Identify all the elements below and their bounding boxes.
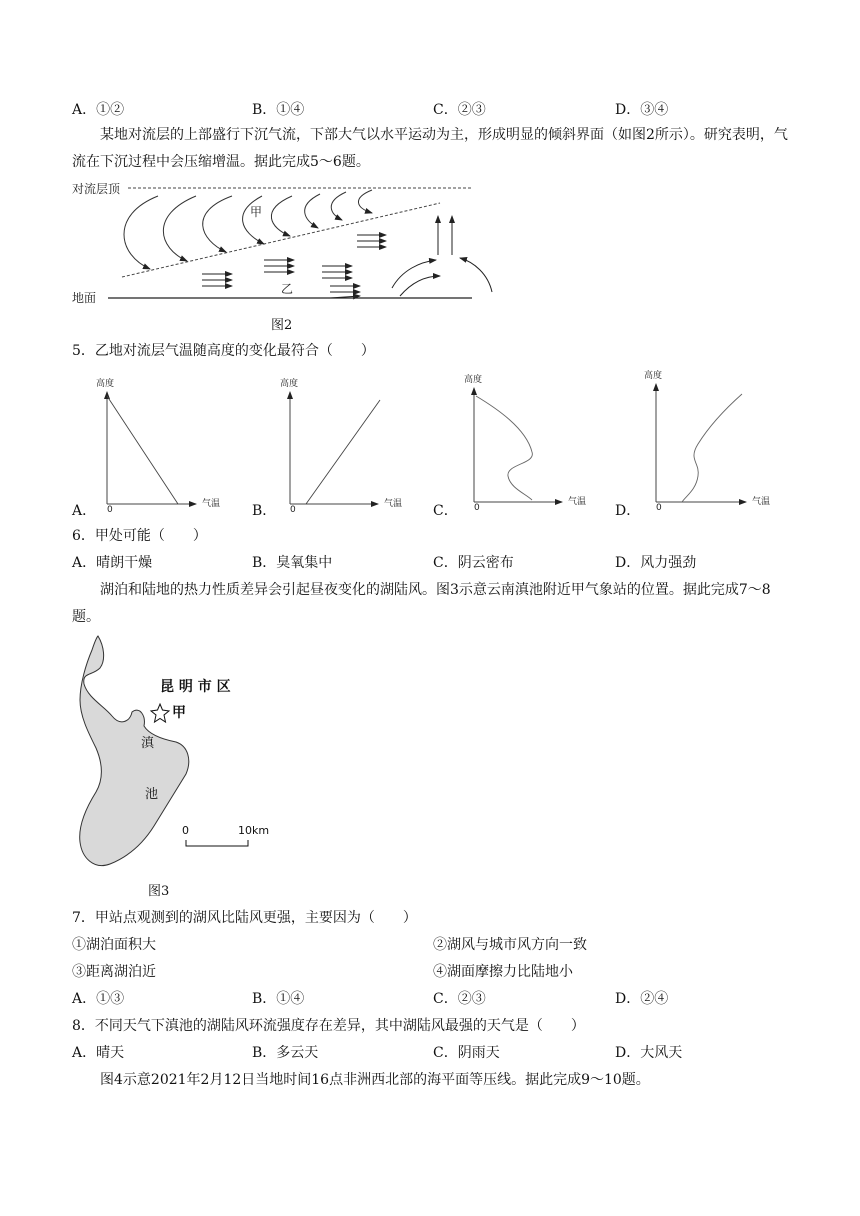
q5-graph-b (272, 372, 412, 512)
svg-text:气温: 气温 (568, 497, 587, 507)
svg-text:高度: 高度 (280, 379, 299, 389)
fig2-jia-label: 甲 (250, 205, 263, 219)
q6-stem: 6．甲处可能（ ） (72, 528, 207, 544)
figure-3-caption: 图3 (148, 884, 170, 899)
svg-text:气温: 气温 (384, 499, 403, 509)
fig3-scale-0: 0 (182, 824, 189, 837)
figure-3-map (70, 630, 290, 875)
q7-item-3: ③距离湖泊近 (72, 964, 156, 980)
q5-option-b: B． (252, 503, 277, 519)
q7-stem: 7．甲站点观测到的湖风比陆风更强，主要因为（ ） (72, 910, 417, 926)
q7-option-d: D．②④ (615, 991, 669, 1007)
q7-option-c: C．②③ (433, 991, 486, 1007)
q5-option-d: D． (615, 503, 641, 519)
q5-graph-a (90, 372, 230, 512)
q5-graph-d (636, 366, 786, 512)
q4-option-b: B．①④ (252, 102, 305, 118)
svg-text:0: 0 (107, 505, 113, 512)
svg-text:0: 0 (656, 503, 662, 512)
q7-item-4: ④湖面摩擦力比陆地小 (433, 964, 573, 980)
q6-option-c: C．阴云密布 (433, 555, 514, 571)
fig2-top-label: 对流层顶 (72, 182, 121, 196)
q8-option-a: A．晴天 (72, 1045, 125, 1061)
q6-option-a: A．晴朗干燥 (72, 555, 153, 571)
q7-option-b: B．①④ (252, 991, 305, 1007)
intro-7-8: 湖泊和陆地的热力性质差异会引起昼夜变化的湖陆风。图3示意云南滇池附近甲气象站的位置。据此完成7～8题。 (72, 582, 771, 625)
q4-option-d: D．③④ (615, 102, 669, 118)
q5-option-c: C． (433, 503, 458, 519)
q8-option-c: C．阴雨天 (433, 1045, 500, 1061)
fig3-scale-10: 10km (238, 824, 270, 837)
svg-text:高度: 高度 (464, 375, 483, 385)
q4-option-c: C．②③ (433, 102, 486, 118)
q4-option-a: A．①② (72, 102, 125, 118)
fig3-station-label: 甲 (172, 705, 186, 721)
figure-2-diagram (60, 176, 510, 306)
intro-9-10: 图4示意2021年2月12日当地时间16点非洲西北部的海平面等压线。据此完成9～10题。 (100, 1072, 650, 1088)
q7-option-a: A．①③ (72, 991, 125, 1007)
fig2-yi-label: 乙 (281, 282, 294, 296)
svg-text:0: 0 (474, 503, 480, 512)
svg-text:气温: 气温 (752, 497, 771, 507)
fig3-lake-2: 池 (145, 787, 159, 802)
fig3-city-label: 昆 明 市 区 (160, 679, 231, 695)
svg-text:高度: 高度 (644, 371, 663, 381)
scale-bar (186, 840, 248, 846)
station-star-icon (151, 704, 169, 722)
svg-text:气温: 气温 (202, 499, 221, 509)
q8-option-b: B．多云天 (252, 1045, 319, 1061)
q7-item-2: ②湖风与城市风方向一致 (433, 937, 587, 953)
q5-stem: 5．乙地对流层气温随高度的变化最符合（ ） (72, 343, 375, 359)
q7-item-1: ①湖泊面积大 (72, 937, 156, 953)
q8-option-d: D．大风天 (615, 1045, 683, 1061)
fig2-ground-label: 地面 (72, 291, 97, 305)
q6-option-d: D．风力强劲 (615, 555, 697, 571)
q5-option-a: A． (72, 503, 97, 519)
q5-graph-c (456, 368, 596, 512)
svg-text:0: 0 (290, 505, 296, 512)
fig3-lake-1: 滇 (141, 736, 155, 751)
q6-option-b: B．臭氧集中 (252, 555, 333, 571)
figure-2-caption: 图2 (271, 318, 293, 333)
q8-stem: 8．不同天气下滇池的湖陆风环流强度存在差异，其中湖陆风最强的天气是（ ） (72, 1018, 585, 1034)
intro-5-6: 某地对流层的上部盛行下沉气流，下部大气以水平运动为主，形成明显的倾斜界面（如图2所示）。研究表明，气流在下沉过程中会压缩增温。据此完成5～6题。 (72, 127, 788, 170)
svg-text:高度: 高度 (96, 379, 115, 389)
